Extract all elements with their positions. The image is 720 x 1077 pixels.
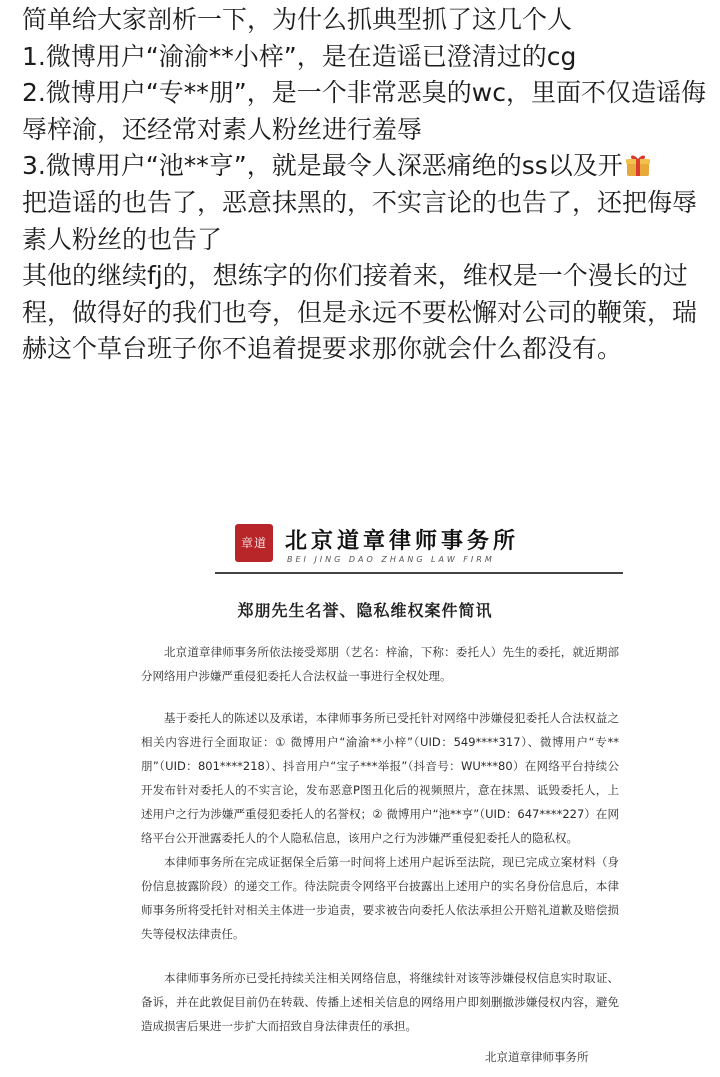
post-line: 2.微博用户“专**朋”，是一个非常恶臭的wc，里面不仅造谣侮辱梓渝，还经常对素人粉丝进行羞辱	[22, 78, 706, 144]
post-line-text: 3.微博用户“池**亨”，就是最令人深恶痛绝的ss以及开	[22, 151, 623, 181]
firm-name-cn: 北京道章律师事务所	[285, 528, 520, 554]
notice-paragraph: 北京道章律师事务所依法接受郑朋（艺名：梓渝，下称：委托人）先生的委托，就近期部分网络用户涉嫌严重侵犯委托人合法权益一事进行全权处理。	[141, 645, 619, 683]
notice-signature: 北京道章律师事务所	[485, 1050, 589, 1064]
gift-icon	[625, 152, 651, 178]
post-line: 1.微博用户“渝渝**小梓”，是在造谣已澄清过的cg	[22, 41, 577, 71]
notice-title: 郑朋先生名誉、隐私维权案件简讯	[237, 601, 493, 620]
firm-seal-logo: 章道	[235, 524, 273, 562]
post-line: 简单给大家剖析一下，为什么抓典型抓了这几个人	[22, 5, 573, 34]
letterhead-divider	[215, 572, 623, 574]
letterhead	[235, 524, 625, 574]
post-body	[22, 2, 706, 368]
post-line: 把造谣的也告了，恶意抹黑的，不实言论的也告了，还把侮辱素人粉丝的也告了	[22, 187, 698, 254]
law-firm-notice	[95, 510, 635, 1077]
post-line	[22, 148, 706, 185]
notice-paragraph: 基于委托人的陈述以及承诺，本律师事务所已受托针对网络中涉嫌侵犯委托人合法权益之相关内容进行全面取证：① 微博用户“渝渝**小梓”（UID：549****317）、微博用户“专**朋”（UID：801****218）、抖音用户“宝子***举报”（抖音号：WU***80）在网络平台持续公开发布针对委托人的不实言论，发布恶意P图丑化后的视频照片，意在抹黑、诋毁委托人，上述用户之行为涉嫌严重侵犯委托人的名誉权；② 微博用户“池**亨”（UID：647****227）在网络平台公开泄露委托人的个人隐私信息，该用户之行为涉嫌严重侵犯委托人的隐私权。	[141, 711, 619, 845]
notice-paragraph: 本律师事务所亦已受托持续关注相关网络信息，将继续针对该等涉嫌侵权信息实时取证、备诉，并在此敦促目前仍在转载、传播上述相关信息的网络用户即刻删撤涉嫌侵权内容，避免造成损害后果进一步扩大而招致自身法律责任的承担。	[141, 971, 619, 1033]
firm-name-en: BEI JING DAO ZHANG LAW FIRM	[287, 555, 495, 564]
post-line: 其他的继续fj的，想练字的你们接着来，维权是一个漫长的过程，做得好的我们也夸，但是永远不要松懈对公司的鞭策，瑞赫这个草台班子你不追着提要求那你就会什么都没有。	[22, 261, 698, 364]
notice-paragraph: 本律师事务所在完成证据保全后第一时间将上述用户起诉至法院，现已完成立案材料（身份信息披露阶段）的递交工作。待法院责令网络平台披露出上述用户的实名身份信息后，本律师事务所将受托针对相关主体进一步追责，要求被告向委托人依法承担公开赔礼道歉及赔偿损失等侵权法律责任。	[141, 855, 619, 941]
